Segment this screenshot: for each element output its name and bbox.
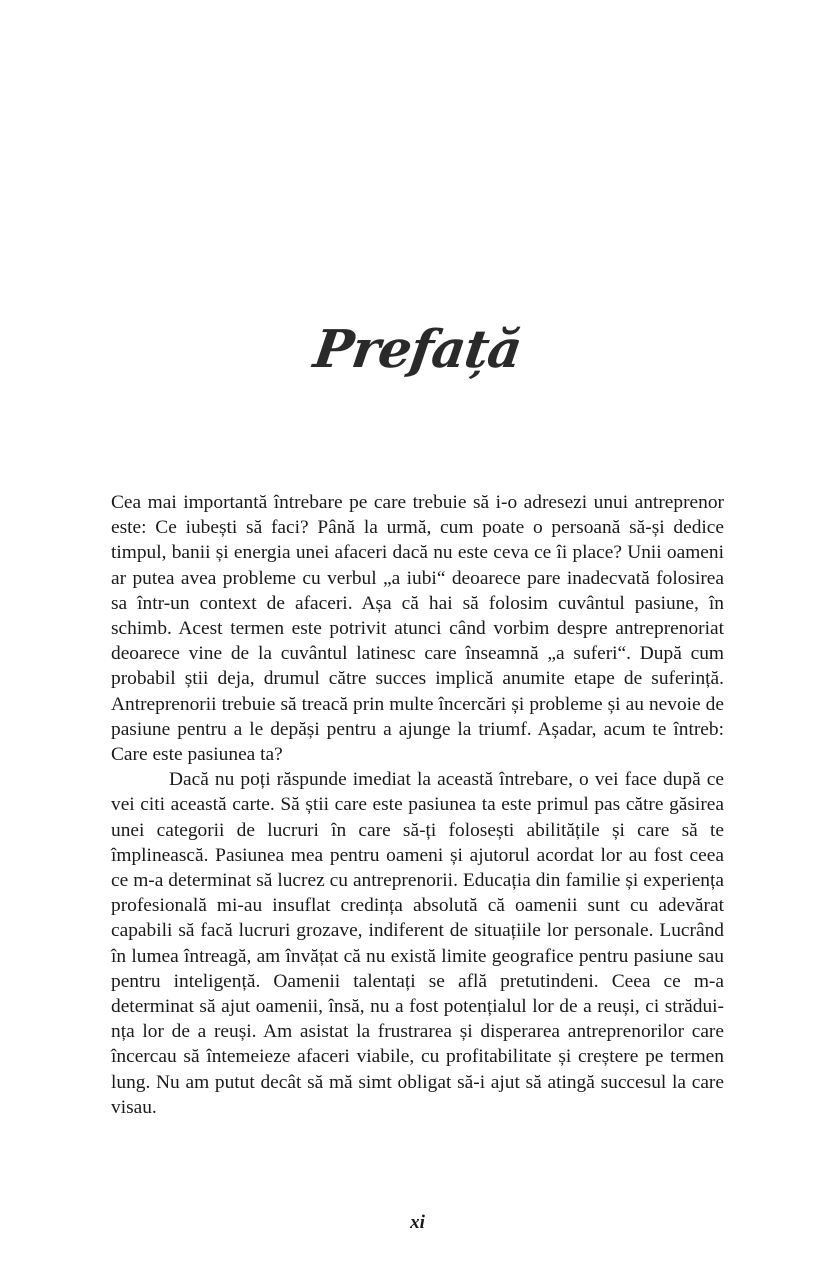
page-number: xi [410, 1212, 425, 1233]
chapter-title: Prefață [310, 318, 525, 380]
body-text [111, 490, 724, 1120]
paragraph-2: Dacă nu poți răspunde imediat la această întrebare, o vei face după ce vei citi această carte. Să știi care este pasiunea ta este primul pas către găsirea unei categorii de lucruri în care să-ți folosești abilitățile și care să te împlinească. Pasiunea mea pentru oameni și ajutorul acordat lor au fost ceea ce m-a determinat să lucrez cu antreprenorii. Educația din familie și experiența profesională mi-au insuflat credința absolută că oamenii sunt cu adevărat capabili să facă lucruri grozave, indiferent de situațiile lor personale. Lucrând în lumea întreagă, am învățat că nu există limite geografice pentru pasiune sau pentru inteligență. Oamenii talentați se află pretutindeni. Ceea ce m-a determinat să ajut oamenii, însă, nu a fost potențialul lor de a reuși, ci străduința lor de a reuși. Am asistat la frustrarea și disperarea antreprenorilor care încercau să întemeieze afaceri viabile, cu profitabilitate și creștere pe termen lung. Nu am putut decât să mă simt obligat să-i ajut să atingă succesul la care visau. [111, 769, 724, 1118]
paragraph-1: Cea mai importantă întrebare pe care trebuie să i-o adresezi unui antreprenor este: Ce iubești să faci? Până la urmă, cum poate o persoană să-și dedice timpul, banii și energia unei afaceri dacă nu este ceva ce îi place? Unii oameni ar putea avea probleme cu verbul „a iubi“ deoarece pare inadecvată folosirea sa într-un context de afaceri. Așa că hai să folosim cuvântul pasiune, în schimb. Acest termen este potrivit atunci când vorbim despre antreprenoriat deoarece vine de la cuvântul latinesc care înseamnă „a suferi“. După cum probabil știi deja, drumul către succes implică anumite etape de suferință. Antreprenorii trebuie să treacă prin multe încercări și probleme și au nevoie de pasiune pentru a le depăși pentru a ajunge la triumf. Așadar, acum te întreb: Care este pasiunea ta? [111, 492, 724, 766]
